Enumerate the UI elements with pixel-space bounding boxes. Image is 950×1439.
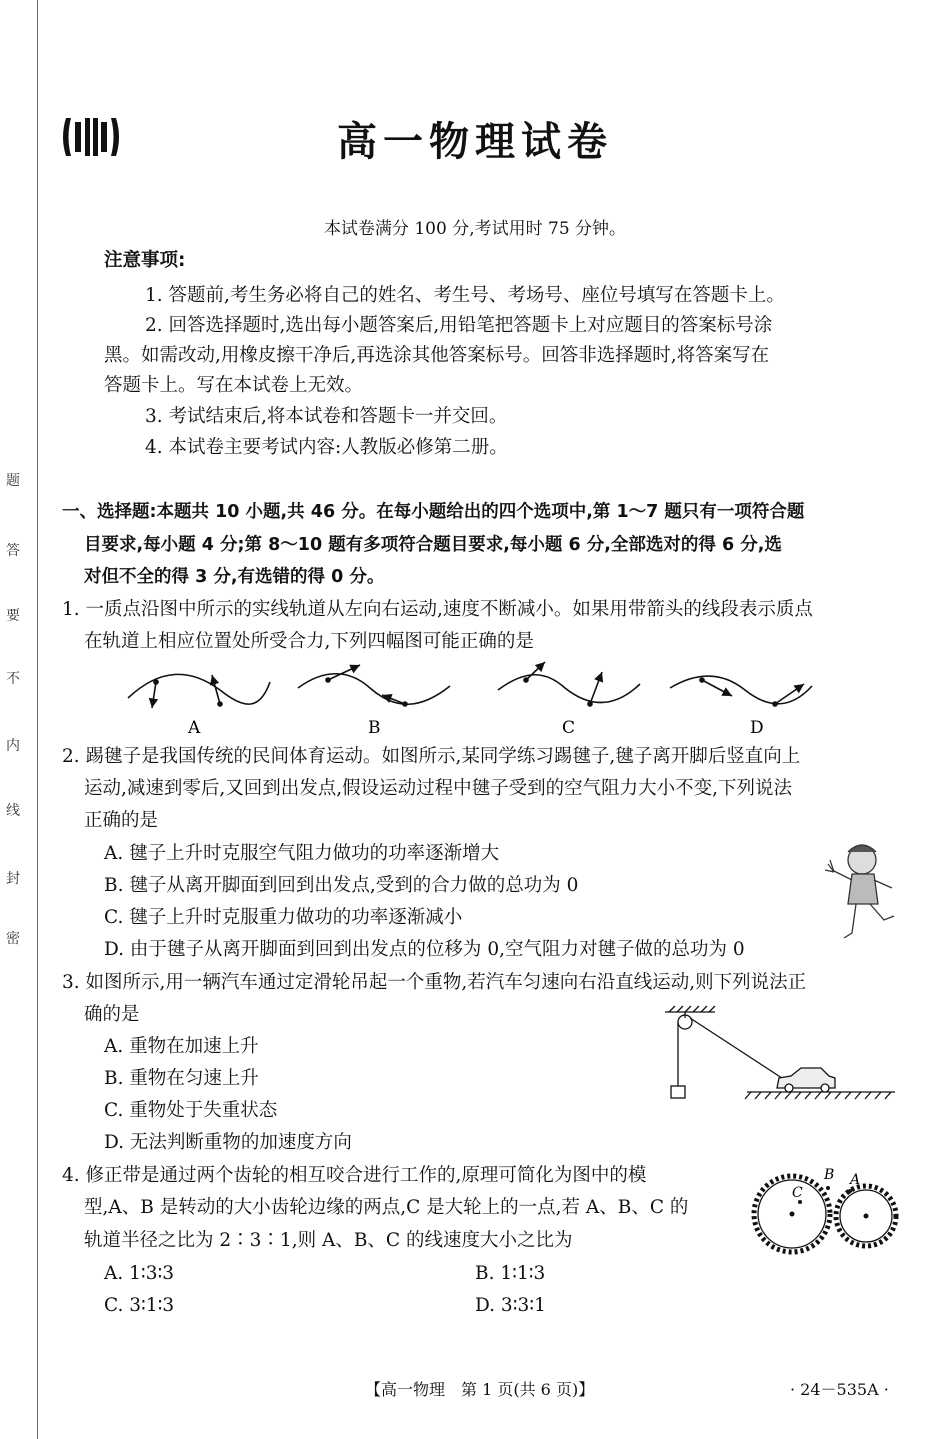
notice-line: 3. 考试结束后,将本试卷和答题卡一并交回。: [145, 406, 508, 427]
point-label: C: [792, 1185, 803, 1201]
question-2-text: 2. 踢毽子是我国传统的民间体育运动。如图所示,某同学练习踢毽子,毽子离开脚后竖直向上: [62, 746, 801, 767]
shuttlecock-kicker-illustration: [822, 838, 912, 948]
notice-line: 1. 答题前,考生务必将自己的姓名、考生号、考场号、座位号填写在答题卡上。: [145, 285, 785, 306]
question-1-text: 1. 一质点沿图中所示的实线轨道从左向右运动,速度不断减小。如果用带箭头的线段表示质点: [62, 599, 813, 620]
question-3-option: D. 无法判断重物的加速度方向: [104, 1132, 352, 1153]
question-2-option: C. 毽子上升时克服重力做功的功率逐渐减小: [104, 907, 463, 928]
question-4-text: 型,A、B 是转动的大小齿轮边缘的两点,C 是大轮上的一点,若 A、B、C 的: [84, 1197, 689, 1218]
question-3-option: A. 重物在加速上升: [104, 1036, 259, 1057]
question-1-text: 在轨道上相应位置处所受合力,下列四幅图可能正确的是: [84, 631, 534, 652]
figure-label: B: [368, 718, 381, 738]
force-arrow: [526, 662, 545, 680]
section-instructions: 对但不全的得 3 分,有选错的得 0 分。: [84, 567, 385, 587]
weight-block: [671, 1086, 685, 1098]
force-arrow: [590, 672, 602, 704]
question-2-option: A. 毽子上升时克服空气阻力做功的功率逐渐增大: [104, 843, 500, 864]
question-1-figure: [120, 660, 820, 738]
binding-char: 封: [6, 871, 20, 887]
point-label: A: [850, 1172, 861, 1188]
binding-char: 答: [6, 543, 20, 559]
trajectory-curve: [498, 675, 640, 703]
binding-char: 线: [6, 803, 20, 819]
page-footer: 【高一物理 第 1 页(共 6 页)】: [365, 1380, 595, 1399]
notice-line: 2. 回答选择题时,选出每小题答案后,用铅笔把答题卡上对应题目的答案标号涂: [145, 315, 773, 336]
exam-code: · 24－535A ·: [790, 1380, 889, 1399]
point-label: B: [824, 1167, 835, 1183]
section-instructions: 目要求,每小题 4 分;第 8～10 题有多项符合题目要求,每小题 6 分,全部选对的得 6 分,选: [84, 535, 782, 555]
pulley-car-figure: [655, 1004, 905, 1108]
question-3-text: 3. 如图所示,用一辆汽车通过定滑轮吊起一个重物,若汽车匀速向右沿直线运动,则下列说法正: [62, 972, 807, 993]
exam-title: 高一物理试卷: [337, 119, 613, 165]
notice-line: 黑。如需改动,用橡皮擦干净后,再选涂其他答案标号。回答非选择题时,将答案写在: [104, 345, 770, 366]
trajectory-curve: [128, 674, 270, 704]
trajectory-curve: [670, 676, 812, 704]
binding-char: 要: [6, 608, 20, 624]
notice-heading: 注意事项:: [104, 250, 186, 271]
exam-subtitle: 本试卷满分 100 分,考试用时 75 分钟。: [323, 219, 627, 239]
question-3-text: 确的是: [84, 1004, 140, 1025]
question-4-text: 4. 修正带是通过两个齿轮的相互咬合进行工作的,原理可简化为图中的模: [62, 1165, 647, 1186]
figure-label: A: [188, 718, 201, 738]
question-2-option: B. 毽子从离开脚面到回到出发点,受到的合力做的总功为 0: [104, 875, 579, 896]
gear-figure: [740, 1164, 910, 1264]
rope: [690, 1018, 785, 1080]
question-4-option: A. 1∶3∶3: [104, 1263, 175, 1284]
section-instructions: 一、选择题:本题共 10 小题,共 46 分。在每小题给出的四个选项中,第 1～7 题只有一项符合题: [62, 502, 805, 522]
binding-char: 题: [6, 473, 20, 489]
question-3-option: B. 重物在匀速上升: [104, 1068, 259, 1089]
figure-label: C: [562, 718, 576, 738]
question-2-option: D. 由于毽子从离开脚面到回到出发点的位移为 0,空气阻力对毽子做的总功为 0: [104, 939, 745, 960]
force-arrow: [152, 682, 156, 708]
binding-char: 内: [6, 738, 20, 754]
binding-char: 不: [6, 671, 20, 687]
question-3-option: C. 重物处于失重状态: [104, 1100, 278, 1121]
notice-line: 答题卡上。写在本试卷上无效。: [104, 375, 364, 396]
question-4-option: B. 1∶1∶3: [475, 1263, 546, 1284]
trajectory-curve: [298, 674, 450, 705]
binding-char: 密: [6, 931, 20, 947]
figure-label: D: [750, 718, 764, 738]
question-2-text: 运动,减速到零后,又回到出发点,假设运动过程中毽子受到的空气阻力大小不变,下列说法: [84, 778, 793, 799]
question-4-text: 轨道半径之比为 2∶3∶1,则 A、B、C 的线速度大小之比为: [84, 1230, 573, 1251]
force-arrow: [702, 680, 732, 696]
notice-line: 4. 本试卷主要考试内容:人教版必修第二册。: [145, 437, 508, 458]
question-2-text: 正确的是: [84, 810, 159, 831]
question-4-option: D. 3∶3∶1: [475, 1295, 546, 1316]
question-4-option: C. 3∶1∶3: [104, 1295, 175, 1316]
